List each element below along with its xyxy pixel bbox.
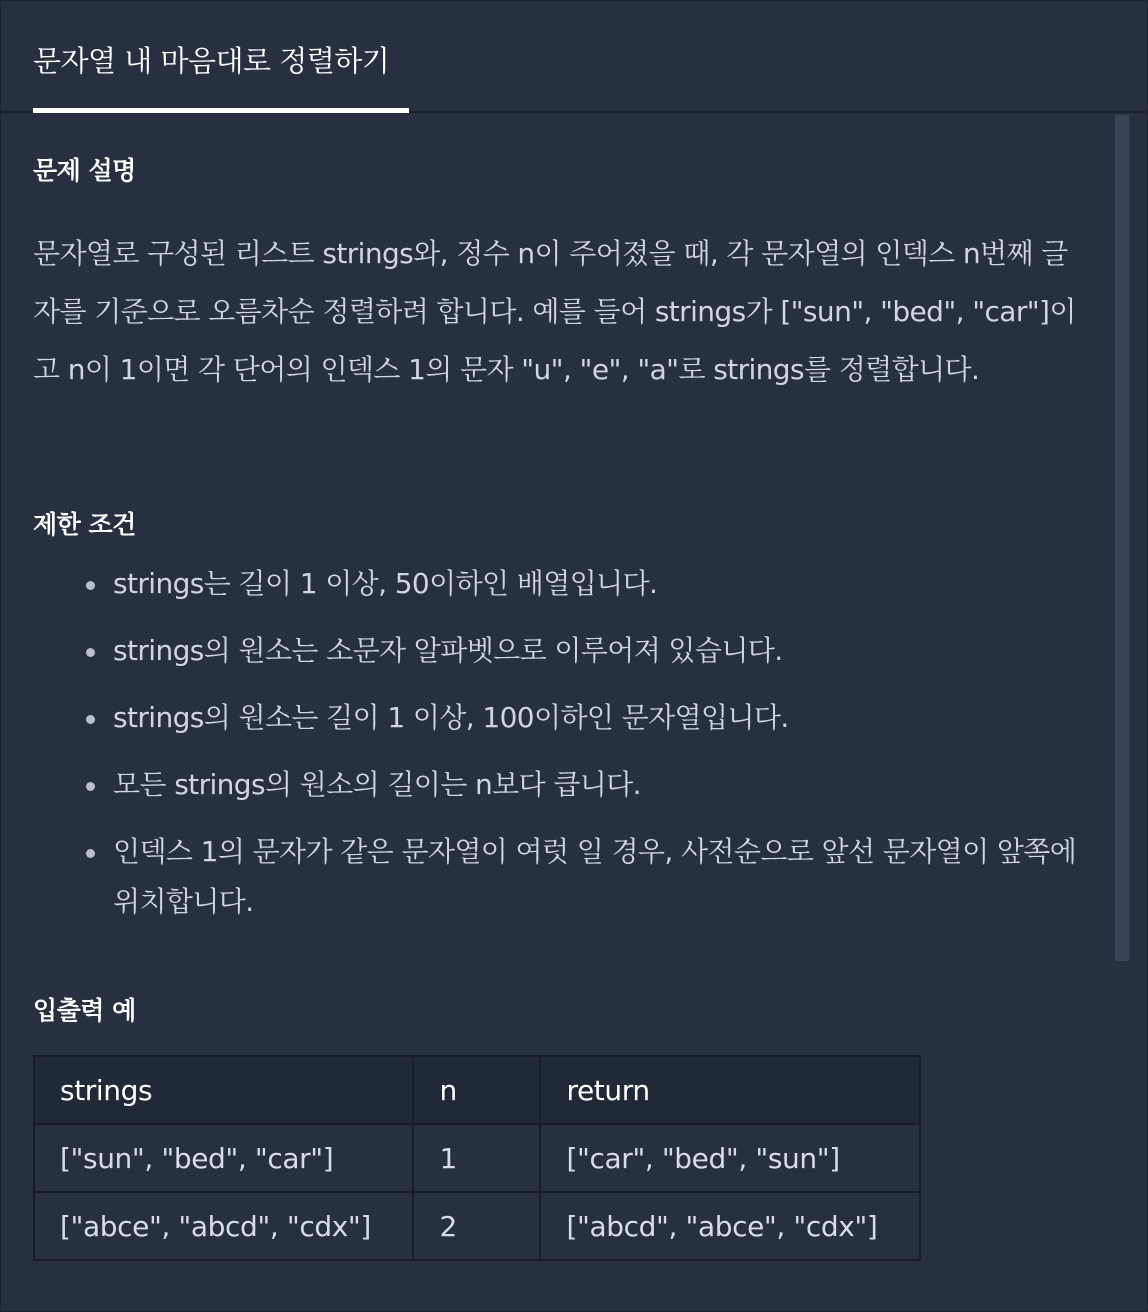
limit-item: 인덱스 1의 문자가 같은 문자열이 여럿 일 경우, 사전순으로 앞선 문자열이 앞쪽에 위치합니다.: [33, 827, 1083, 927]
table-row: [34, 1124, 920, 1192]
cell-return: ["car", "bed", "sun"]: [540, 1124, 920, 1192]
cell-strings: ["abce", "abcd", "cdx"]: [34, 1192, 413, 1260]
limits-list: [33, 559, 1083, 944]
column-header-strings: strings: [34, 1056, 413, 1124]
limits-heading: 제한 조건: [33, 510, 136, 539]
table-header-row: [34, 1056, 920, 1124]
active-tab-indicator: [33, 108, 409, 113]
table-row: [34, 1192, 920, 1260]
cell-strings: ["sun", "bed", "car"]: [34, 1124, 413, 1192]
description-heading: 문제 설명: [33, 156, 136, 185]
limit-item: strings의 원소는 소문자 알파벳으로 이루어져 있습니다.: [33, 626, 1083, 676]
scrollbar[interactable]: [1115, 115, 1129, 961]
limit-item: strings는 길이 1 이상, 50이하인 배열입니다.: [33, 559, 1083, 609]
column-header-n: n: [413, 1056, 540, 1124]
cell-n: 1: [413, 1124, 540, 1192]
cell-return: ["abcd", "abce", "cdx"]: [540, 1192, 920, 1260]
column-header-return: return: [540, 1056, 920, 1124]
tab-problem-title[interactable]: [33, 1, 409, 113]
tab-bar: [1, 1, 1147, 113]
description-text: 문자열로 구성된 리스트 strings와, 정수 n이 주어졌을 때, 각 문자열의 인덱스 n번째 글자를 기준으로 오름차순 정렬하려 합니다. 예를 들어 strings가 ["sun", "bed", "car"]이고 n이 1이면 각 단어의 인덱스 1의 문자 "u", "e", "a"로 strings를 정렬합니다.: [33, 237, 1076, 386]
limit-item: 모든 strings의 원소의 길이는 n보다 큽니다.: [33, 760, 1083, 810]
examples-table: [33, 1055, 921, 1261]
tab-label: 문자열 내 마음대로 정렬하기: [33, 44, 390, 78]
examples-heading: 입출력 예: [33, 996, 136, 1025]
cell-n: 2: [413, 1192, 540, 1260]
limit-item: strings의 원소는 길이 1 이상, 100이하인 문자열입니다.: [33, 693, 1083, 743]
